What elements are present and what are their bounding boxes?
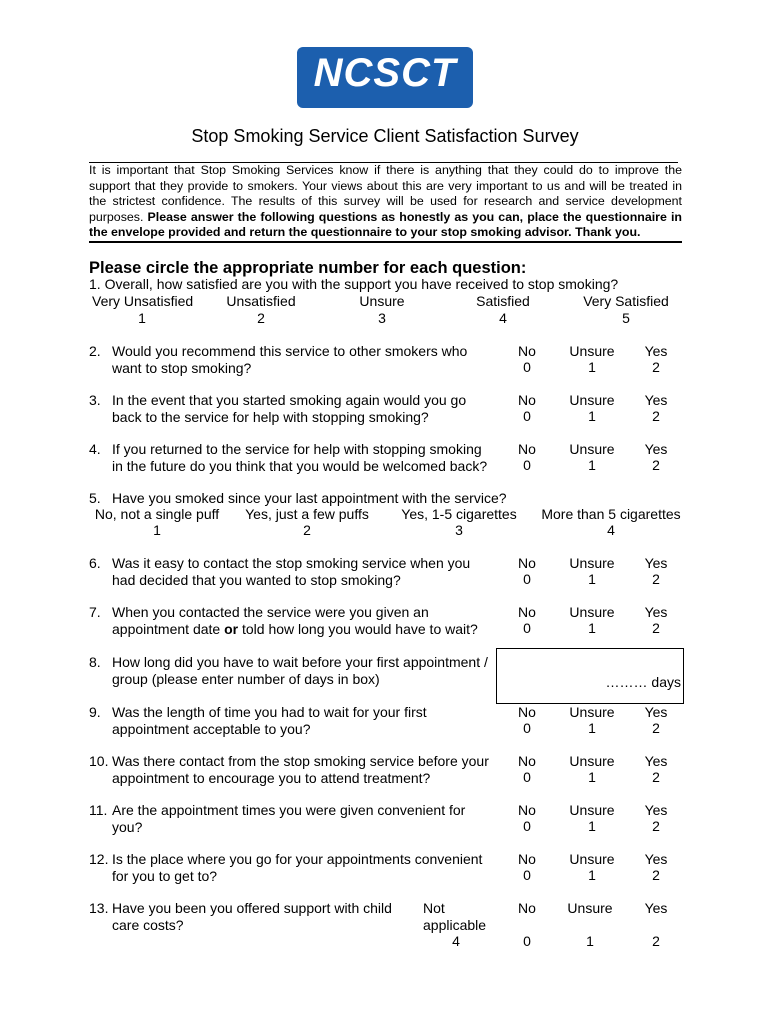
q2-yes-label: Yes — [644, 343, 668, 359]
q11-unsure-value[interactable]: 1 — [588, 818, 596, 834]
q10-unsure-label: Unsure — [569, 753, 615, 769]
q1-option-label: Unsure — [359, 293, 405, 309]
q4-no-value[interactable]: 0 — [523, 457, 531, 473]
divider-bottom — [89, 241, 682, 243]
q1-option-label: Very Unsatisfied — [92, 293, 194, 309]
q5-option-label: Yes, 1-5 cigarettes — [401, 506, 517, 522]
q5-option-value[interactable]: 1 — [153, 522, 161, 538]
q6-unsure-value[interactable]: 1 — [588, 571, 596, 587]
q1-option-label: Satisfied — [476, 293, 530, 309]
q5-option-label: No, not a single puff — [94, 506, 220, 522]
q6-unsure-label: Unsure — [569, 555, 615, 571]
q12-number: 12. — [89, 851, 109, 867]
q6-line2: had decided that you wanted to stop smoking? — [112, 571, 401, 588]
q5-option-label: Yes, just a few puffs — [245, 506, 369, 522]
q1-option-label: Unsatisfied — [226, 293, 296, 309]
intro-plain: It is important that Stop Smoking Services know if there is anything that they could do to improve the support that they provide to smokers. Your views about this are very important to us and will be treated in the strictest confidence. The results of this survey will be used for research and service development purposes. — [89, 163, 682, 224]
q4-line2: in the future do you think that you would be welcomed back? — [112, 457, 488, 474]
q5-number: 5. — [89, 490, 101, 506]
q2-number: 2. — [89, 343, 101, 359]
q9-no-label: No — [518, 704, 536, 720]
q2-no-value[interactable]: 0 — [523, 359, 531, 375]
q13-no-value[interactable]: 0 — [523, 933, 531, 949]
q7-line2 — [112, 621, 478, 638]
q9-number: 9. — [89, 704, 101, 720]
q1-option-value[interactable]: 3 — [378, 310, 386, 326]
q10-unsure-value[interactable]: 1 — [588, 769, 596, 785]
q5-option-value[interactable]: 4 — [607, 522, 615, 538]
q11-yes-label: Yes — [644, 802, 668, 818]
question-1 — [89, 276, 618, 293]
days-input-box[interactable] — [496, 648, 684, 704]
q1-option-value[interactable]: 4 — [499, 310, 507, 326]
q12-yes-value[interactable]: 2 — [652, 867, 660, 883]
q4-unsure-value[interactable]: 1 — [588, 457, 596, 473]
q3-no-value[interactable]: 0 — [523, 408, 531, 424]
q9-yes-value[interactable]: 2 — [652, 720, 660, 736]
q13-number: 13. — [89, 900, 109, 916]
intro-paragraph — [89, 163, 682, 241]
page-title: Stop Smoking Service Client Satisfaction Survey — [191, 126, 579, 146]
q1-text: Overall, how satisfied are you with the support you have received to stop smoking? — [104, 276, 619, 292]
q3-unsure-value[interactable]: 1 — [588, 408, 596, 424]
q10-line2: appointment to encourage you to attend treatment? — [112, 769, 431, 786]
q7-line2-end: told how long you would have to wait? — [238, 620, 478, 637]
q2-unsure-value[interactable]: 1 — [588, 359, 596, 375]
q2-unsure-label: Unsure — [569, 343, 615, 359]
q12-unsure-value[interactable]: 1 — [588, 867, 596, 883]
q9-line1: Was the length of time you had to wait for your first — [112, 704, 427, 720]
q1-option-value[interactable]: 1 — [138, 310, 146, 326]
q13-yes-value[interactable]: 2 — [652, 933, 660, 949]
q10-line1: Was there contact from the stop smoking service before your — [112, 753, 489, 769]
q3-line1: In the event that you started smoking again would you go — [112, 392, 467, 408]
q3-unsure-label: Unsure — [569, 392, 615, 408]
q7-unsure-value[interactable]: 1 — [588, 620, 596, 636]
q4-line1: If you returned to the service for help with stopping smoking — [112, 441, 482, 457]
q4-yes-value[interactable]: 2 — [652, 457, 660, 473]
ncsct-logo — [297, 47, 473, 108]
q8-line2: group (please enter number of days in box) — [112, 670, 380, 687]
q1-number: 1. — [89, 276, 101, 292]
q13-yes-label: Yes — [644, 900, 668, 916]
q11-line2: you? — [112, 818, 143, 835]
q9-unsure-label: Unsure — [569, 704, 615, 720]
q8-line1: How long did you have to wait before your first appointment / — [112, 654, 488, 670]
q5-text: Have you smoked since your last appointment with the service? — [112, 490, 507, 506]
q2-line1: Would you recommend this service to other smokers who — [112, 343, 468, 359]
q4-unsure-label: Unsure — [569, 441, 615, 457]
q12-line1: Is the place where you go for your appointments convenient — [112, 851, 483, 867]
q9-yes-label: Yes — [644, 704, 668, 720]
q4-yes-label: Yes — [644, 441, 668, 457]
q3-yes-value[interactable]: 2 — [652, 408, 660, 424]
q3-number: 3. — [89, 392, 101, 408]
q13-na-line1: Not — [423, 900, 445, 916]
q6-no-label: No — [518, 555, 536, 571]
q6-yes-value[interactable]: 2 — [652, 571, 660, 587]
q1-option-value[interactable]: 5 — [622, 310, 630, 326]
q3-yes-label: Yes — [644, 392, 668, 408]
q5-option-value[interactable]: 2 — [303, 522, 311, 538]
q11-no-label: No — [518, 802, 536, 818]
logo-text: NCSCT — [313, 51, 457, 95]
q11-no-value[interactable]: 0 — [523, 818, 531, 834]
intro-bold: Please answer the following questions as honestly as you can, place the questionnaire in the envelope provided and return the questionnaire to your stop smoking advisor. Thank you. — [89, 209, 682, 239]
q11-unsure-label: Unsure — [569, 802, 615, 818]
q7-yes-value[interactable]: 2 — [652, 620, 660, 636]
q8-number: 8. — [89, 654, 101, 670]
q4-no-label: No — [518, 441, 536, 457]
days-placeholder: ……… days — [605, 674, 681, 690]
q13-na-value[interactable]: 4 — [452, 933, 460, 949]
q13-na-line2: applicable — [423, 916, 487, 933]
q4-number: 4. — [89, 441, 101, 457]
q5-option-label: More than 5 cigarettes — [541, 506, 681, 522]
q1-option-value[interactable]: 2 — [257, 310, 265, 326]
q3-line2: back to the service for help with stopping smoking? — [112, 408, 429, 425]
q10-no-value[interactable]: 0 — [523, 769, 531, 785]
q2-yes-value[interactable]: 2 — [652, 359, 660, 375]
q10-yes-value[interactable]: 2 — [652, 769, 660, 785]
q9-no-value[interactable]: 0 — [523, 720, 531, 736]
q13-unsure-value[interactable]: 1 — [586, 933, 594, 949]
q10-number: 10. — [89, 753, 109, 769]
q9-line2: appointment acceptable to you? — [112, 720, 311, 737]
q13-no-label: No — [518, 900, 536, 916]
q12-unsure-label: Unsure — [569, 851, 615, 867]
q2-line2: want to stop smoking? — [112, 359, 252, 376]
q12-line2: for you to get to? — [112, 867, 218, 884]
q7-yes-label: Yes — [644, 604, 668, 620]
q1-option-label: Very Satisfied — [583, 293, 669, 309]
q10-yes-label: Yes — [644, 753, 668, 769]
q5-option-value[interactable]: 3 — [455, 522, 463, 538]
q2-no-label: No — [518, 343, 536, 359]
q10-no-label: No — [518, 753, 536, 769]
q6-yes-label: Yes — [644, 555, 668, 571]
q3-no-label: No — [518, 392, 536, 408]
q7-number: 7. — [89, 604, 101, 620]
q11-number: 11. — [89, 802, 108, 818]
q7-no-label: No — [518, 604, 536, 620]
q7-no-value[interactable]: 0 — [523, 620, 531, 636]
q13-line1: Have you been you offered support with child — [112, 900, 392, 916]
q12-no-label: No — [518, 851, 536, 867]
section-heading: Please circle the appropriate number for each question: — [89, 259, 527, 277]
q9-unsure-value[interactable]: 1 — [588, 720, 596, 736]
q11-line1: Are the appointment times you were given convenient for — [112, 802, 466, 818]
q7-unsure-label: Unsure — [569, 604, 615, 620]
q7-line1: When you contacted the service were you given an — [112, 604, 429, 620]
q13-line2: care costs? — [112, 916, 184, 933]
q6-line1: Was it easy to contact the stop smoking service when you — [112, 555, 471, 571]
q13-not-applicable-label — [423, 900, 486, 933]
q7-line2-start: appointment date — [112, 620, 225, 637]
q13-unsure-label: Unsure — [567, 900, 613, 916]
q11-yes-value[interactable]: 2 — [652, 818, 660, 834]
q12-yes-label: Yes — [644, 851, 668, 867]
q6-no-value[interactable]: 0 — [523, 571, 531, 587]
q12-no-value[interactable]: 0 — [523, 867, 531, 883]
q6-number: 6. — [89, 555, 101, 571]
q7-line2-or: or — [224, 620, 239, 637]
